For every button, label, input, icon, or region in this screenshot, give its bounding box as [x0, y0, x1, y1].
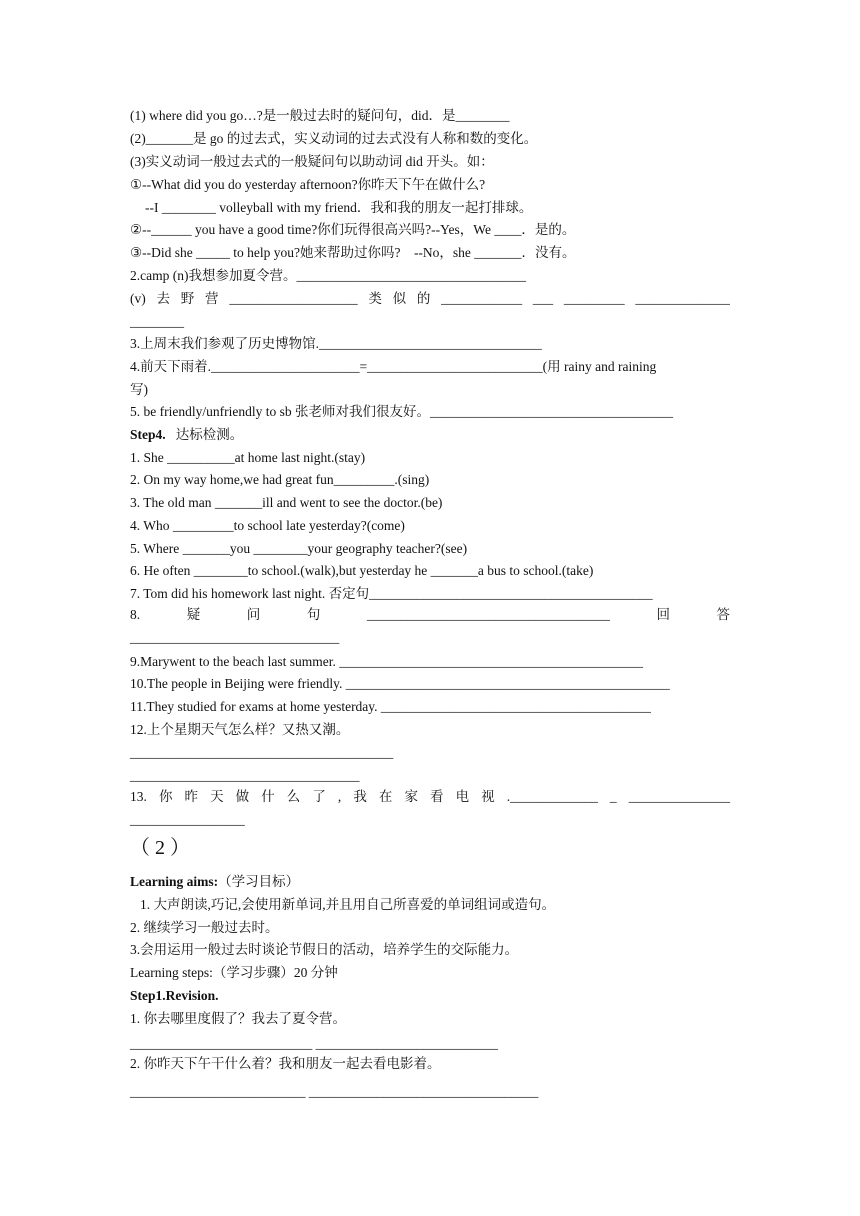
- line-did-general-question: (3)实义动词一般过去式的一般疑问句以助动词 did 开头。如：: [130, 154, 494, 169]
- question-10: 10.The people in Beijing were friendly. ________________________________________________: [130, 676, 670, 691]
- friendly-sentence: 5. be friendly/unfriendly to sb 张老师对我们很友好。____________________________________: [130, 404, 673, 419]
- question-12: 12.上个星期天气怎么样？又热又潮。: [130, 722, 350, 737]
- question-13-continuation: _________________: [130, 812, 245, 827]
- step1-heading: Step1.Revision.: [130, 988, 219, 1003]
- example-3: ③--Did she _____ to help you?她来帮助过你吗? --No，she _______．没有。: [130, 245, 576, 260]
- line-did-question: (1) where did you go…?是一般过去时的疑问句，did．是________: [130, 108, 510, 123]
- question-12-blank-1: _______________________________________: [130, 745, 394, 760]
- learning-steps: Learning steps:（学习步骤）20 分钟: [130, 965, 338, 980]
- revision-1: 1. 你去哪里度假了？我去了夏令营。: [130, 1011, 346, 1026]
- rain-sentence-continuation: 写): [130, 382, 148, 397]
- step4-title: Step4.: [130, 427, 166, 442]
- camp-verb-continuation: ________: [130, 314, 184, 329]
- example-1-question: ①--What did you do yesterday afternoon?你昨天下午在做什么?: [130, 177, 486, 192]
- line-past-tense-go: (2)_______是 go 的过去式，实义动词的过去式没有人称和数的变化。: [130, 131, 538, 146]
- revision-1-blank: ___________________________ ___________________________: [130, 1036, 498, 1051]
- question-9: 9.Marywent to the beach last summer. _____________________________________________: [130, 654, 643, 669]
- question-8-continuation: _______________________________: [130, 630, 340, 645]
- learning-aims-title: Learning aims:: [130, 874, 219, 889]
- question-13: 13. 你 昨 天 做 什 么 了 , 我 在 家 看 电 视 ._____________ _ _______________: [130, 789, 730, 804]
- question-1: 1. She __________at home last night.(stay): [130, 450, 366, 465]
- aim-3: 3.会用运用一般过去时谈论节假日的活动，培养学生的交际能力。: [130, 942, 519, 957]
- question-7: 7. Tom did his homework last night. 否定句__________________________________________: [130, 586, 653, 601]
- aim-2: 2. 继续学习一般过去时。: [130, 920, 279, 935]
- aim-1: 1. 大声朗读,巧记,会使用新单词,并且用自己所喜爱的单词组词或造句。: [140, 897, 556, 912]
- question-3: 3. The old man _______ill and went to see the doctor.(be): [130, 495, 443, 510]
- step4-heading: [130, 427, 243, 443]
- question-8: 8. 疑 问 句 ____________________________________ 回 答: [130, 607, 730, 622]
- question-4: 4. Who _________to school late yesterday?(come): [130, 518, 405, 533]
- learning-aims-heading: [130, 874, 299, 890]
- learning-aims-label: （学习目标）: [218, 874, 300, 889]
- museum-sentence: 3.上周末我们参观了历史博物馆._________________________________: [130, 336, 542, 351]
- example-1-answer: --I ________ volleyball with my friend．我和我的朋友一起打排球。: [145, 200, 533, 215]
- question-6: 6. He often ________to school.(walk),but yesterday he _______a bus to school.(take): [130, 563, 594, 578]
- question-12-blank-2: __________________________________: [130, 768, 360, 783]
- question-2: 2. On my way home,we had great fun_________.(sing): [130, 472, 430, 487]
- camp-noun-line: 2.camp (n)我想参加夏令营。__________________________________: [130, 268, 526, 283]
- revision-2-blank: __________________________ __________________________________: [130, 1084, 539, 1099]
- rain-sentence: 4.前天下雨着.______________________=__________________________(用 rainy and raining: [130, 359, 657, 374]
- question-5: 5. Where _______you ________your geography teacher?(see): [130, 541, 468, 556]
- step4-label: 达标检测。: [175, 427, 244, 442]
- camp-verb-line: (v) 去 野 营 ___________________ 类 似 的 ____________ ___ _________ ______________: [130, 291, 730, 306]
- example-2: ②--______ you have a good time?你们玩得很高兴吗?--Yes，We ____．是的。: [130, 222, 576, 237]
- revision-2: 2. 你昨天下午干什么着？我和朋友一起去看电影着。: [130, 1056, 441, 1071]
- section-number: （ 2 ）: [130, 837, 190, 859]
- question-11: 11.They studied for exams at home yesterday. ________________________________________: [130, 699, 651, 714]
